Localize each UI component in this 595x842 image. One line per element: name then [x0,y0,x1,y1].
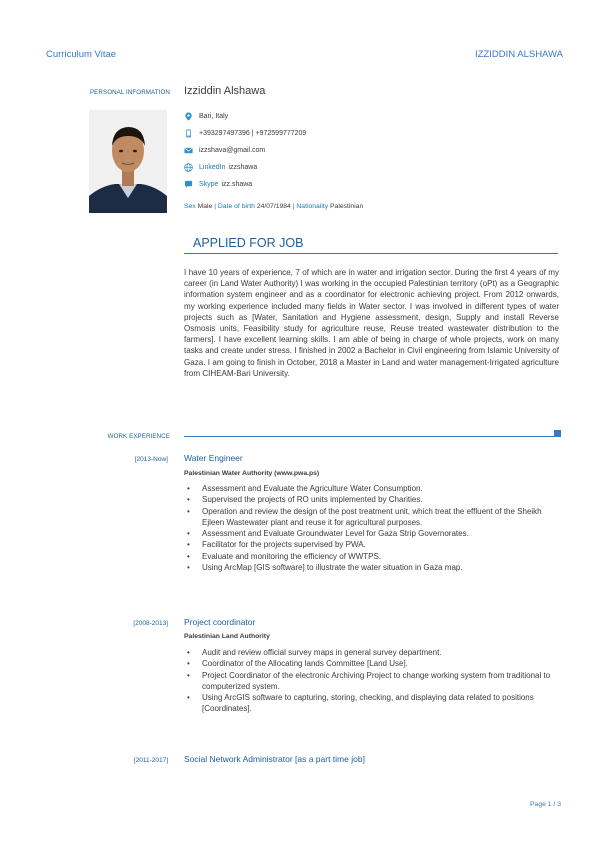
list-item: • Supervised the projects of RO units implemented by Charities. [184,494,559,505]
list-item: • Assessment and Evaluate Groundwater Level for Gaza Strip Governorates. [184,528,559,539]
globe-icon [184,163,193,172]
email-link[interactable]: izzshava@gmail.com [199,147,266,154]
header-right-name: IZZIDDIN ALSHAWA [475,49,563,60]
list-item: • Coordinator of the Allocating lands Committee [Land Use]. [184,658,559,669]
list-item: • Facilitator for the projects supervised by PWA. [184,539,559,550]
job-employer: Palestinian Land Authority [184,633,270,640]
job-date: [2011-2017] [133,757,168,764]
list-item: • Assessment and Evaluate the Agriculture Water Consumption. [184,483,559,494]
location-pin-icon [184,112,193,121]
address-row [184,112,228,121]
profile-photo-graphic [89,110,167,213]
linkedin-row [184,163,257,172]
work-experience-label: WORK EXPERIENCE [107,433,170,440]
header-left-title: Curriculum Vitae [46,49,117,60]
separator: | [214,203,216,210]
phone-row [184,129,306,138]
sex-value: Male [197,203,213,210]
applied-for-job-heading: APPLIED FOR JOB [193,236,304,250]
skype-row [184,180,252,189]
sex-label: Sex [184,203,196,210]
nationality-value: Palestinian [330,203,364,210]
list-item: • Audit and review official survey maps in general survey department. [184,647,559,658]
section-divider [184,436,554,437]
skype-label: Skype [199,181,219,188]
list-item: • Evaluate and monitoring the efficiency of WWTPS. [184,551,559,562]
page-number: Page 1 / 3 [530,801,561,808]
list-item: • Using ArcGIS software to capturing, storing, checking, and displaying data related to positions [Coordinates]. [184,692,559,715]
personal-statement: I have 10 years of experience, 7 of which are in water and irrigation sector. During the first 4 years of my career (in Land Water Authority) I was working in the occupied Palestinian territory (oPt) as a Geographic information system engineer and as a coordinator for electronic achieving project. From 2012 onwards, my working experience included many fields in Water sector. I was involved in different types of water projects such as [Water, Sanitation and Hygiene assessment, design, Supply and install Reverse Osmosis units, Feasibility study for agriculture reuse, Reuse treated wastewater distribution to the farmers]. I have excellent learning skills. I am able of being in charge of whole projects, work on many tasks and create under stress. I finished in 2002 a Bachelor in Civil engineering from Islamic University of Gaza. I am going to finish in October, 2018 a Master in Land and water management-Irrigated agriculture from CIHEAM-Bari University. [184,268,559,378]
email-row [184,146,265,155]
address-text: Bari, Italy [199,113,229,120]
job-employer: Palestinian Water Authority (www.pwa.ps) [184,470,320,477]
dob-label: Date of birth [217,203,255,210]
nationality-label: Nationality [296,203,329,210]
linkedin-label: LinkedIn [199,164,226,171]
personal-details-row [184,203,363,210]
person-name: Izziddin Alshawa [184,85,266,97]
personal-information-label: PERSONAL INFORMATION [89,89,170,96]
list-item: • Using ArcMap [GIS software] to illustrate the water situation in Gaza map. [184,562,559,573]
chat-bubble-icon [184,180,193,189]
job-title: Social Network Administrator [as a part time job] [184,754,365,764]
profile-photo [89,110,167,213]
phone-text: +393297497396 | +972599777209 [199,130,307,137]
list-item: • Operation and review the design of the post treatment unit, which treat the effluent of the Sheikh Ejleen Wastewater plant and reuse it for agricultural purposes. [184,506,559,529]
job-date: [2013-Now] [134,456,168,463]
section-divider [184,253,558,254]
dob-value: 24/07/1984 [256,203,291,210]
separator: | [292,203,295,210]
email-icon [184,146,193,155]
phone-icon [184,129,193,138]
skype-value[interactable]: izz.shawa [221,181,253,188]
job-date: [2008-2013] [133,620,168,627]
linkedin-value[interactable]: izzshawa [228,164,258,171]
list-item: • Project Coordinator of the electronic Archiving Project to change working system from traditional to computerized system. [184,670,559,693]
job-duties-list [184,483,559,573]
job-title: Project coordinator [184,617,256,627]
section-marker [554,430,561,437]
job-title: Water Engineer [184,453,243,463]
job-duties-list [184,647,559,715]
